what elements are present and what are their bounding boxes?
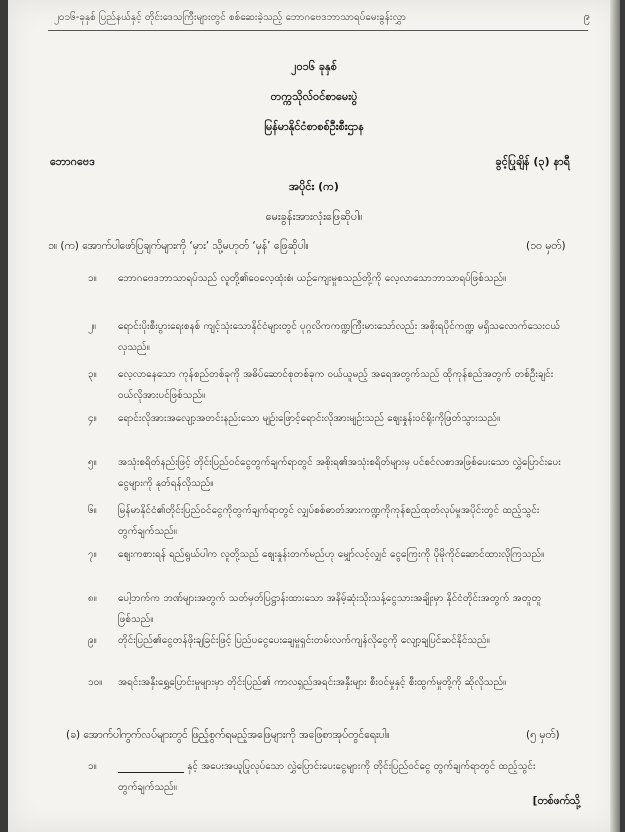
list-item xyxy=(88,672,568,714)
item-text: ဈေးကစားရန် ရည်ရွယ်ပါက လူတို့သည် ဈေးနှုန်းတက်မည်ဟု မျှော်လင့်လျှင် ငွေကြေးကို ပိုမိုကိုင်ဆောင်ထားလိုကြသည်။ xyxy=(118,549,545,560)
fill-blank-item xyxy=(88,756,568,800)
item-text: ရောင်းပိုးစီးပွားရေးစနစ် ကျင့်သုံးသောနိုင်ငံများတွင် ပုဂ္ဂလိကကဏ္ဍကြီးမားသော်လည်း အစိုးရပိုင်ကဏ္ဍ မရှိသလောက်သေးငယ်လှသည်။ xyxy=(118,321,561,353)
question-1a-marks: (၁၀ မှတ်) xyxy=(526,240,566,252)
continue-note: [တစ်ဖက်သို့ xyxy=(532,795,580,807)
exam-year: ၂၀၁၆ ခုနှစ် xyxy=(291,60,337,73)
item-number: ၅။ xyxy=(88,457,97,468)
item-number: ၁။ xyxy=(88,761,97,772)
item-text: လေ့လာနေသော ကုန်စည်တစ်ခုကို အဓိပ်ဆောင်စုတစ်ခုက ဝယ်ယူမည့် အရေအတွက်သည် ထိုကုန်စည်အတွက် တစ်ဦးချင်းဝယ်လိုအားပင်ဖြစ်သည်။ xyxy=(118,369,554,401)
list-item xyxy=(88,408,568,450)
header-rule xyxy=(48,30,588,31)
item-text: မြန်မာနိုင်ငံ၏တိုင်းပြည်ဝင်ငွေကိုတွက်ချက်ရာတွင် လျှပ်စစ်ဓာတ်အားကဏ္ဍကိုကုန်စည်ထုတ်လုပ်မှုအပိုင်းတွင် ထည့်သွင်းတွက်ချက်သည်။ xyxy=(118,505,540,537)
item-number: ၁။ xyxy=(88,273,97,284)
item-text: နှင့် အပေးအယူပြုလုပ်သော လွှဲပြောင်းပေးငွေများကို တိုင်းပြည်ဝင်ငွေ တွက်ချက်ရာတွင် ထည့်သွင်းတွက်ချက်သည်။ xyxy=(118,761,536,793)
exam-board: မြန်မာနိုင်ငံစာစစ်ဦးစီးဌာန xyxy=(264,120,364,133)
item-text: ဘောဂဗေဒဘာသာရပ်သည် လူတို့၏ဝေလေ့ထုံးစံ၊ ယဉ်ကျေးမှုစသည်တို့ကို လေ့လာသောဘာသာရပ်ဖြစ်သည်။ xyxy=(118,273,507,284)
answer-blank[interactable] xyxy=(118,760,184,773)
question-1a-label: ၁။ (က) အောက်ပါဖော်ပြချက်များကို ‘မှား’ သို့မဟုတ် ‘မှန်’ ဖြေဆိုပါ။ xyxy=(48,240,309,252)
item-number: ၆။ xyxy=(88,505,97,516)
item-text: အရင်းအနှီးရွှေ့ပြောင်းမှုများမှာ တိုင်းပြည်၏ ကာလရှည်အရင်းအနှီးများ စီးဝင်မှုနှင့် စီးထွက်မှုတို့ကို ဆိုလိုသည်။ xyxy=(118,677,507,688)
list-item xyxy=(88,452,568,494)
time-allowed: ခွင့်ပြုချိန် (၃) နာရီ xyxy=(495,155,570,168)
list-item xyxy=(88,268,568,310)
exam-name: တက္ကသိုလ်ဝင်စာမေးပွဲ xyxy=(270,90,358,103)
item-number: ၁၀။ xyxy=(88,677,103,688)
item-text: ရောင်းလိုအားအလျော့အတင်းနည်းသော မျဉ်းဖြောင့်ရောင်းလိုအားမျဉ်းသည် ဈေးနှုန်းဝင်ရိုးကိုဖြတ်သွားသည်။ xyxy=(118,413,501,424)
list-item xyxy=(88,500,568,542)
list-item xyxy=(88,364,568,406)
page-number: ၉ xyxy=(583,10,590,23)
list-item xyxy=(88,588,568,630)
instruction: မေးခွန်းအားလုံးဖြေဆိုပါ။ xyxy=(265,210,363,223)
subject-title: ဘောဂဗေဒ xyxy=(50,155,95,168)
item-number: ၂။ xyxy=(88,321,96,332)
document-page xyxy=(8,0,620,832)
list-item xyxy=(88,316,568,358)
question-1b-label: (ခ) အောက်ပါကွက်လပ်များတွင် ဖြည့်စွက်ရမည့်အဖြေများကို အဖြေစာအုပ်တွင်ရေးပါ။ xyxy=(66,729,390,741)
question-1b-marks: (၅ မှတ်) xyxy=(526,729,560,741)
item-number: ၈။ xyxy=(88,593,97,604)
item-text: တိုင်းပြည်၏ငွေတန်ဖိုးချခြင်းဖြင့် ပြည်ပငွေပေးချေမှုရှင်းတမ်းလက်ကျန်လိုငွေကို လျော့ချပြင်ဆင်နိုင်သည်။ xyxy=(118,635,490,646)
item-number: ၇။ xyxy=(88,549,97,560)
fill-blank-text xyxy=(118,756,568,798)
running-header: ၂၀၁၆-ခုနှစ် ပြည်နယ်နှင့် တိုင်းဒေသကြီးများတွင် စစ်ဆေးခဲ့သည့် ဘောဂဗေဒဘာသာရပ်မေးခွန်းလွှာ xyxy=(54,12,406,23)
list-item xyxy=(88,544,568,586)
item-number: ၉။ xyxy=(88,635,97,646)
item-text: ပေါ့ဘက်က ဘဏ်များအတွက် သတ်မှတ်ပြဋ္ဌာန်းထားသော အနိမ့်ဆုံးသိုးသန့်ငွေသားအချိုးမှာ နိုင်ငံတိုင်းအတွက် အတူတူဖြစ်သည်။ xyxy=(118,593,542,625)
item-number: ၃။ xyxy=(88,369,97,380)
section-title: အပိုင်း (က) xyxy=(289,180,339,193)
item-text: အသုံးစရိတ်နည်းဖြင့် တိုင်းပြည်ဝင်ငွေတွက်ချက်ရာတွင် အစိုးရ၏အသုံးစရိတ်များမှ ပင်စင်လစာအဖြစ်ပေးသော လွှဲပြောင်းပေးငွေများကို နုတ်ရန်လိုသည်။ xyxy=(118,457,561,489)
list-item xyxy=(88,630,568,672)
item-number: ၄။ xyxy=(88,413,97,424)
